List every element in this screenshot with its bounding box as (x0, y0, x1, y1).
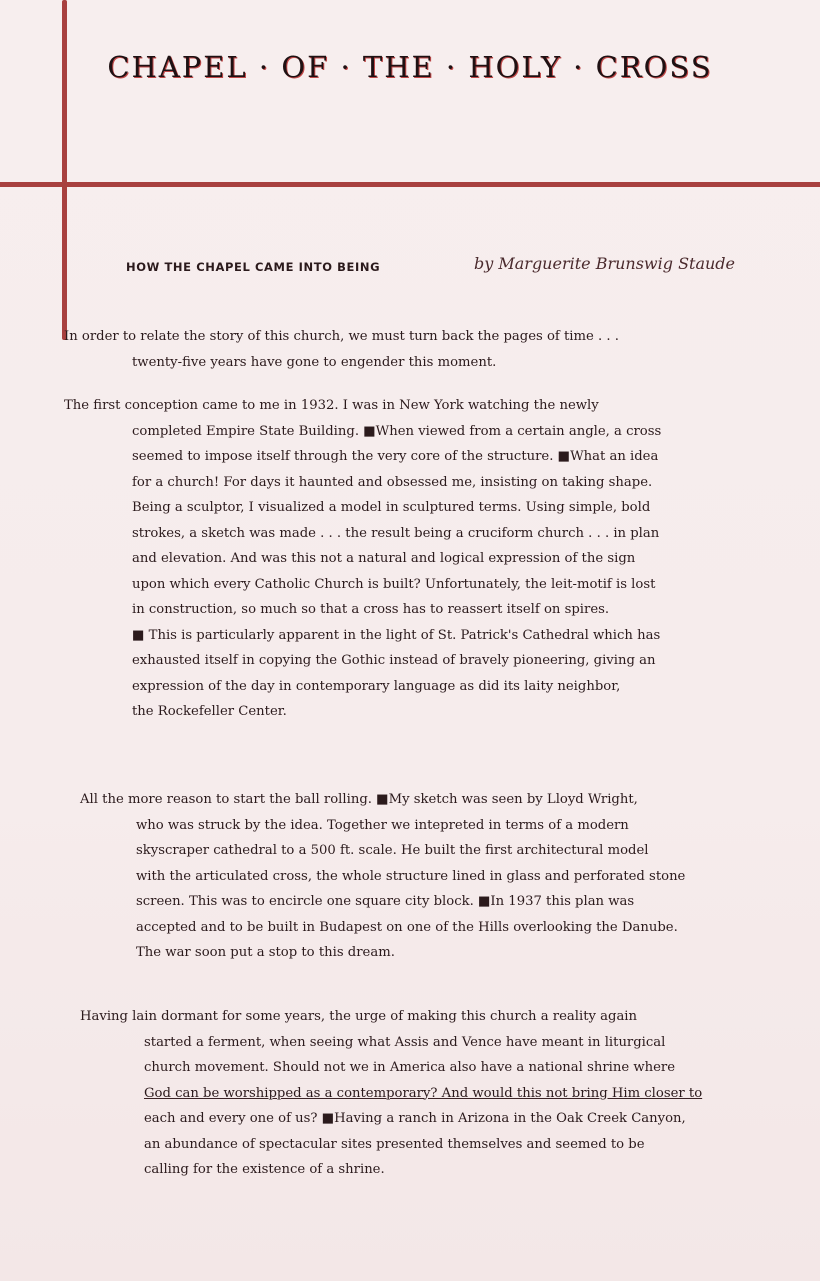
text-line: seemed to impose itself through the very core of the structure. ■What an idea (132, 449, 659, 464)
text-line: accepted and to be built in Budapest on one of the Hills overlooking the Danube. (136, 919, 678, 935)
text-line: In order to relate the story of this church, we must turn back the pages of time . . . (64, 329, 619, 344)
text-line: calling for the existence of a shrine. (144, 1162, 385, 1177)
text-line: expression of the day in contemporary language as did its laity neighbor, (132, 678, 621, 694)
text-line: Having lain dormant for some years, the urge of making this church a reality again (80, 1009, 638, 1024)
page-title: CHAPEL · OF · THE · HOLY · CROSS (107, 50, 713, 84)
text-line: the Rockefeller Center. (132, 704, 287, 719)
text-line: and elevation. And was this not a natural and logical expression of the sign (132, 551, 636, 566)
text-line: in construction, so much so that a cross has to reassert itself on spires. (132, 602, 610, 617)
text-line: completed Empire State Building. ■When viewed from a certain angle, a cross (132, 423, 662, 439)
paragraph-4 (80, 1004, 702, 1183)
text-line: skyscraper cathedral to a 500 ft. scale. He built the first architectural model (136, 843, 649, 858)
text-line: Being a sculptor, I visualized a model in sculptured terms. Using simple, bold (132, 500, 651, 515)
paragraph-3 (80, 787, 685, 966)
text-line: each and every one of us? ■Having a ranch in Arizona in the Oak Creek Canyon, (144, 1111, 686, 1126)
text-line: exhausted itself in copying the Gothic instead of bravely pioneering, giving an (132, 653, 656, 668)
text-line: church movement. Should not we in America also have a national shrine where (144, 1060, 676, 1075)
text-line: ■ This is particularly apparent in the light of St. Patrick's Cathedral which has (132, 627, 661, 643)
text-line: who was struck by the idea. Together we intepreted in terms of a modern (136, 817, 629, 833)
text-line: with the articulated cross, the whole structure lined in glass and perforated stone (136, 868, 686, 884)
byline: by Marguerite Brunswig Staude (474, 254, 736, 273)
text-line: The first conception came to me in 1932. I was in New York watching the newly (64, 398, 599, 413)
text-line-underlined: God can be worshipped as a contemporary? And would this not bring Him closer to (144, 1085, 703, 1101)
text-line: an abundance of spectacular sites presented themselves and seemed to be (144, 1136, 645, 1152)
text-line: screen. This was to encircle one square city block. ■In 1937 this plan was (136, 894, 635, 909)
text-line: for a church! For days it haunted and obsessed me, insisting on taking shape. (132, 474, 653, 490)
subtitle: HOW THE CHAPEL CAME INTO BEING (126, 260, 381, 274)
horizontal-red-rule (0, 182, 820, 187)
text-line: started a ferment, when seeing what Assis and Vence have meant in liturgical (144, 1034, 666, 1050)
text-line: The war soon put a stop to this dream. (136, 945, 395, 960)
text-line: upon which every Catholic Church is built? Unfortunately, the leit-motif is lost (132, 576, 656, 592)
paragraph-1 (64, 324, 619, 375)
text-line: All the more reason to start the ball rolling. ■My sketch was seen by Lloyd Wright, (80, 792, 638, 807)
text-line: twenty-five years have gone to engender this moment. (132, 354, 497, 370)
text-line: strokes, a sketch was made . . . the result being a cruciform church . . . in plan (132, 525, 660, 541)
paragraph-2 (64, 393, 661, 725)
